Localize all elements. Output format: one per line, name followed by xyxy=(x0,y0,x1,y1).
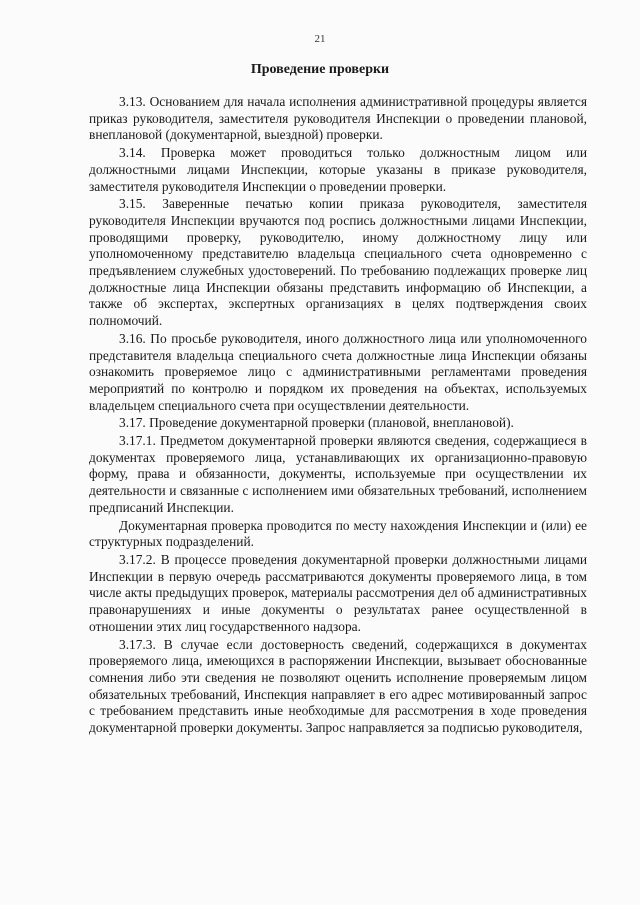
paragraph-3-14: 3.14. Проверка может проводиться только должностным лицом или должностными лицами Инспекции, которые указаны в приказе руководителя, заместителя руководителя Инспекции о проведении проверки. xyxy=(89,145,587,194)
paragraph-documentary-location: Документарная проверка проводится по месту нахождения Инспекции и (или) ее структурных подразделений. xyxy=(89,517,587,550)
paragraph-3-17: 3.17. Проведение документарной проверки (плановой, внеплановой). xyxy=(119,415,514,431)
document-body xyxy=(89,94,587,738)
paragraph-3-17-3: 3.17.3. В случае если достоверность сведений, содержащихся в документах проверяемого лица, имеющихся в распоряжении Инспекции, вызывает обоснованные сомнения либо эти сведения не позволяют оценить исполнение проверяемым лицом обязательных требований, Инспекция направляет в его адрес мотивированный запрос с требованием представить иные необходимые для рассмотрения в ходе проведения документарной проверки документы. Запрос направляется за подписью руководителя, xyxy=(89,636,587,736)
paragraph-3-17-1: 3.17.1. Предметом документарной проверки являются сведения, содержащиеся в документах проверяемого лица, устанавливающих их организационно-правовую форму, права и обязанности, документы, используемые при осуществлении их деятельности и связанные с исполнением ими обязательных требований, исполнением предписаний Инспекции. xyxy=(89,433,587,515)
page-number: 21 xyxy=(314,33,326,45)
paragraph-3-15: 3.15. Заверенные печатью копии приказа руководителя, заместителя руководителя Инспекции вручаются под роспись должностными лицами Инспекции, проводящими проверку, руководителю, иному должностному лицу или уполномоченному представителю владельца специального счета одновременно с предъявлением служебных удостоверений. По требованию подлежащих проверке лиц должностные лица Инспекции обязаны представить информацию об Инспекции, а также об экспертах, экспертных организациях в целях подтверждения своих полномочий. xyxy=(89,196,587,329)
section-title: Проведение проверки xyxy=(250,62,390,77)
paragraph-3-16: 3.16. По просьбе руководителя, иного должностного лица или уполномоченного представителя владельца специального счета должностные лица Инспекции обязаны ознакомить проверяемое лицо с административными регламентами проведения мероприятий по контролю и порядком их проведения на объектах, используемых владельцем специального счета при осуществлении деятельности. xyxy=(89,330,587,413)
paragraph-3-17-2: 3.17.2. В процессе проведения документарной проверки должностными лицами Инспекции в первую очередь рассматриваются документы проверяемого лица, в том числе акты предыдущих проверок, материалы рассмотрения дел об административных правонарушениях и иные документы о результатах ранее осуществленной в отношении этих лиц государственного надзора. xyxy=(89,551,587,634)
paragraph-3-13: 3.13. Основанием для начала исполнения административной процедуры является приказ руководителя, заместителя руководителя Инспекции о проведении плановой, внеплановой (документарной, выездной) проверки. xyxy=(89,94,587,143)
